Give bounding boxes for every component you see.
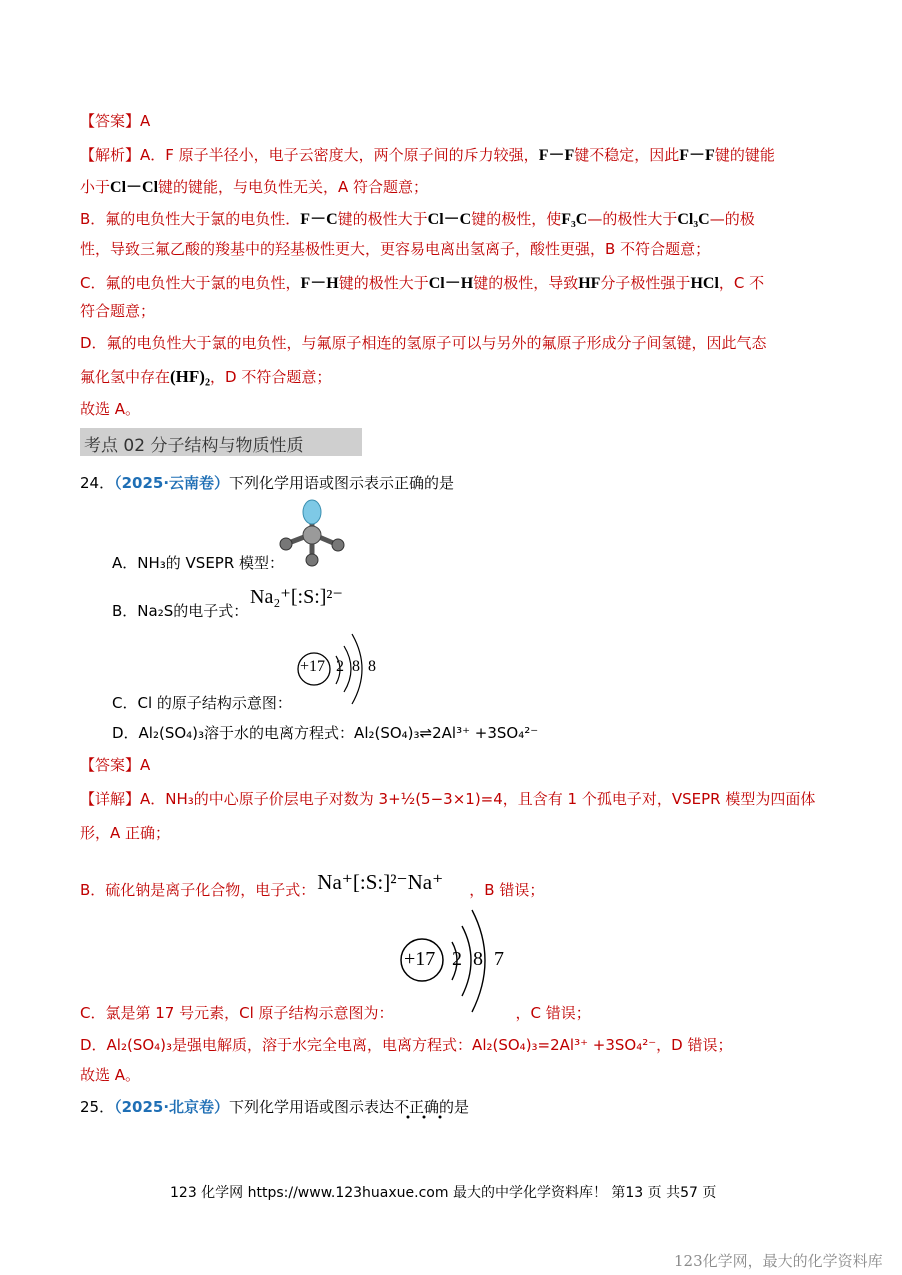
analysis-text: 键的极性大于 (337, 210, 428, 228)
answer-line (80, 110, 150, 131)
page-footer: 123 化学网 https://www.123huaxue.com 最大的中学化学资料库！ 第13 页 共57 页 (170, 1185, 717, 1201)
formula: F－C (300, 211, 338, 228)
detail-line-3 (80, 870, 545, 901)
question-24-stem (80, 472, 454, 493)
option-d: D．Al₂(SO₄)₃溶于水的电离方程式：Al₂(SO₄)₃⇌2Al³⁺ +3SO₄²⁻ (112, 724, 539, 742)
detail-conclusion: 故选 A。 (80, 1066, 141, 1084)
analysis-text: ，C 不 (718, 274, 765, 292)
analysis-text: 分子极性强于 (600, 274, 691, 292)
shell-electrons: 2 8 8 (336, 658, 378, 675)
question-number: 24． (80, 474, 115, 492)
analysis-label: 【解析】 (80, 146, 141, 164)
option-a: A．NH₃的 VSEPR 模型： (112, 554, 285, 572)
detail-text: B．硫化钠是离子化合物，电子式： (80, 881, 316, 899)
analysis-line-7: D．氟的电负性大于氯的电负性，与氟原子相连的氢原子可以与另外的氟原子形成分子间氢键，因此气态 (80, 334, 767, 352)
analysis-text: 键的键能，与电负性无关，A 符合题意； (158, 178, 429, 196)
analysis-line-3 (80, 206, 755, 229)
option-b-electron-formula: Na₂⁺[:S:]²⁻ (250, 586, 343, 608)
answer-value: A (140, 756, 151, 774)
detail-line-1 (80, 788, 815, 809)
nucleus-charge: +17 (300, 658, 326, 675)
formula: Cl－C (427, 211, 472, 228)
detail-text: A．NH₃的中心原子价层电子对数为 3+½(5−3×1)=4，且含有 1 个孤电子对，VSEPR 模型为四面体 (140, 790, 816, 808)
formula: HCl (690, 275, 719, 292)
section-heading-bar (80, 428, 362, 456)
question-source: （2025·北京卷） (114, 1098, 230, 1116)
answer-line-2 (80, 754, 150, 775)
detail-line-5: D．Al₂(SO₄)₃是强电解质，溶于水完全电离，电离方程式：Al₂(SO₄)₃=2Al³⁺ +3SO₄²⁻，D 错误； (80, 1036, 733, 1054)
question-source: （2025·云南卷） (114, 474, 230, 492)
detail-label: 【详解】 (80, 790, 141, 808)
analysis-text: 键的键能 (714, 146, 775, 164)
analysis-line-4: 性，导致三氟乙酸的羧基中的羟基极性更大，更容易电离出氢离子，酸性更强，B 不符合题意； (80, 240, 711, 258)
formula: Cl－H (428, 275, 474, 292)
analysis-line-1 (80, 142, 775, 165)
detail-text: ，C 错误； (515, 1004, 591, 1022)
analysis-text: —的极性大于 (587, 210, 678, 228)
analysis-line-2 (80, 174, 428, 197)
shell-electrons: 2 8 7 (452, 948, 507, 970)
analysis-text: C．氟的电负性大于氯的电负性， (80, 274, 301, 292)
analysis-line-8 (80, 366, 331, 387)
formula: F－F (538, 147, 575, 164)
analysis-text: 氟化氢中存在 (80, 368, 171, 386)
detail-line-2: 形，A 正确； (80, 824, 171, 842)
analysis-text: 键的极性，导致 (473, 274, 579, 292)
analysis-text: —的极 (709, 210, 755, 228)
analysis-text: 键不稳定，因此 (574, 146, 680, 164)
formula: (HF)₂ (170, 367, 211, 386)
formula: F₃C (561, 211, 588, 228)
nucleus-charge: +17 (404, 948, 436, 970)
analysis-text: B．氟的电负性大于氯的电负性． (80, 210, 301, 228)
formula: F－F (679, 147, 715, 164)
analysis-text: 键的极性，使 (471, 210, 562, 228)
option-b: B．Na₂S的电子式： (112, 602, 249, 620)
watermark: 123化学网，最大的化学资料库 (674, 1252, 883, 1270)
answer-value: A (140, 112, 151, 130)
analysis-conclusion: 故选 A。 (80, 400, 141, 418)
analysis-text: ，D 不符合题意； (210, 368, 332, 386)
detail-text: C．氯是第 17 号元素，Cl 原子结构示意图为： (80, 1004, 394, 1022)
section-title: 考点 02 分子结构与物质性质 (84, 436, 304, 456)
emphasis-dots (404, 1114, 444, 1120)
analysis-text: A．F 原子半径小，电子云密度大，两个原子间的斥力较强， (140, 146, 539, 164)
detail-text: ，B 错误； (469, 881, 545, 899)
formula: Cl－Cl (110, 179, 159, 196)
detail-b-electron-formula: Na⁺[:S:]²⁻Na⁺ (317, 870, 444, 894)
formula: Cl₃C (677, 211, 710, 228)
option-c: C．Cl 的原子结构示意图： (112, 694, 292, 712)
detail-line-4 (80, 1002, 591, 1023)
formula: F－H (300, 275, 339, 292)
formula: HF (578, 275, 601, 292)
analysis-line-5 (80, 270, 764, 293)
question-number: 25． (80, 1098, 115, 1116)
analysis-line-6: 符合题意； (80, 302, 156, 320)
analysis-text: 小于 (80, 178, 111, 196)
analysis-text: 键的极性大于 (338, 274, 429, 292)
question-text: 下列化学用语或图示表示正确的是 (229, 474, 455, 492)
answer-label: 【答案】 (80, 756, 141, 774)
answer-label: 【答案】 (80, 112, 141, 130)
question-text: 下列化学用语或图示表达不正确的是 (229, 1098, 470, 1116)
